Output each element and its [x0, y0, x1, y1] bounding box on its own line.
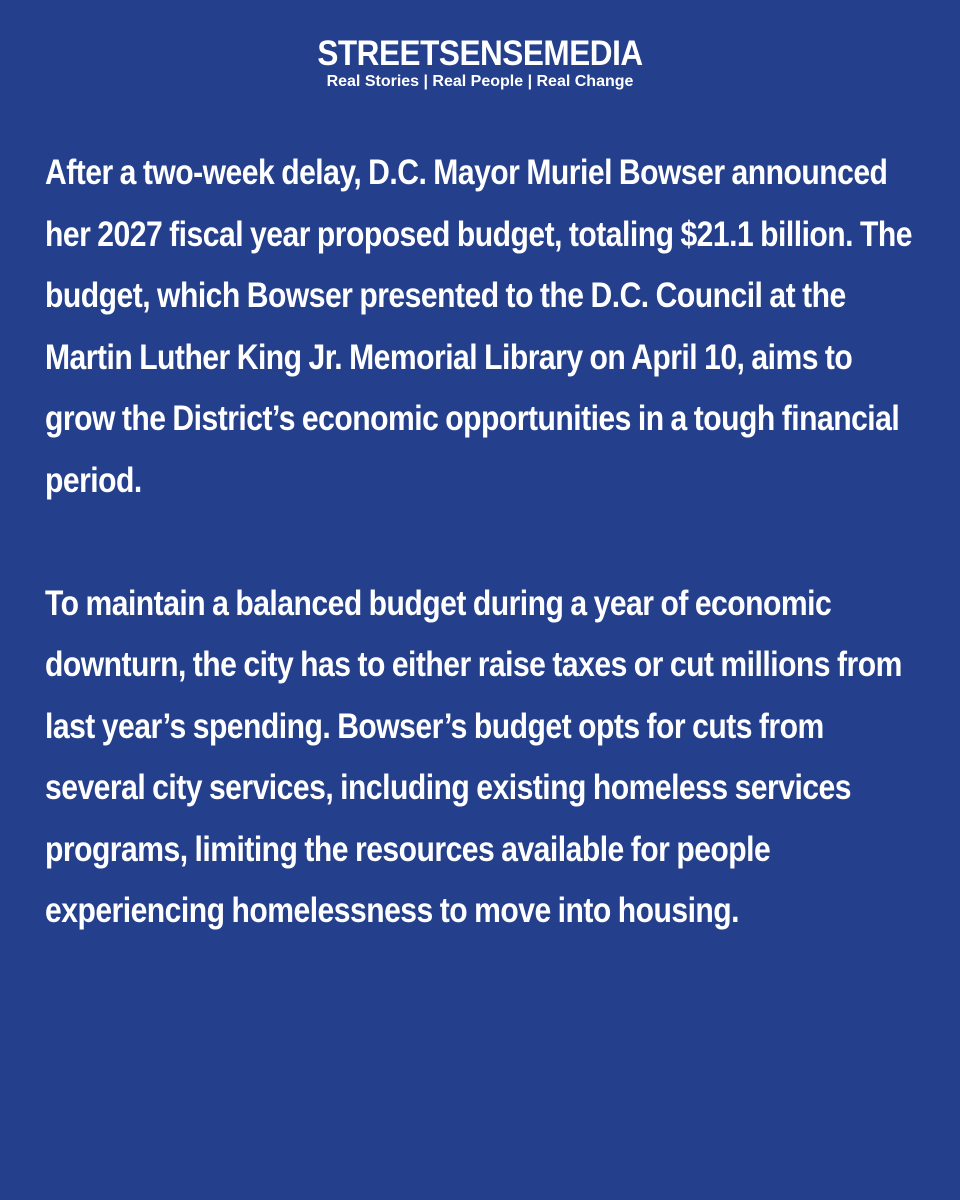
masthead — [0, 36, 960, 92]
brand-logo-text: STREETSENSEMEDIA — [317, 34, 643, 73]
brand-tagline: Real Stories | Real People | Real Change — [326, 73, 634, 90]
article-paragraph-1: After a two-week delay, D.C. Mayor Muriel Bowser announced her 2027 fiscal year proposed budget, totaling $21.1 billion. The budget, which Bowser presented to the D.C. Council at the Martin Luther King Jr. Memorial Library on April 10, aims to grow the District’s economic opportunities in a tough financial period. — [45, 153, 912, 500]
article-paragraph-2: To maintain a balanced budget during a year of economic downturn, the city has to either raise taxes or cut millions from last year’s spending. Bowser’s budget opts for cuts from several city services, including existing homeless services programs, limiting the resources available for people experiencing homelessness to move into housing. — [45, 583, 902, 930]
article-body — [45, 142, 915, 942]
